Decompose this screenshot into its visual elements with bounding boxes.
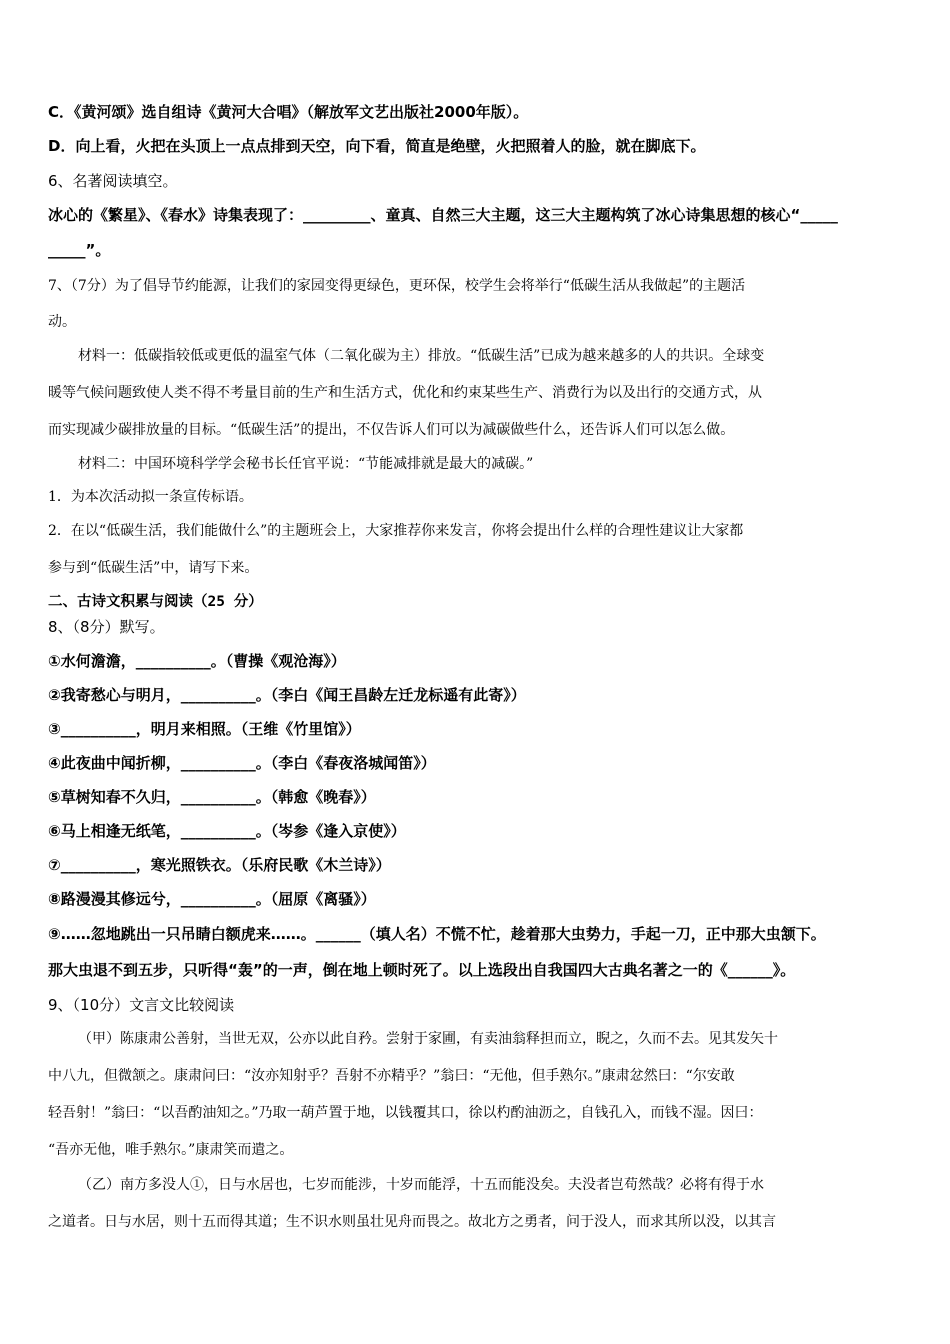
question-7-title: 7、（7分）为了倡导节约能源，让我们的家园变得更绿色，更环保，校学生会将举行“低碳生活从我做起”的主题活 — [48, 278, 746, 294]
passage-b-line-2: 之道者。日与水居，则十五而得其道；生不识水则虽壮见舟而畏之。故北方之勇者，问于没人，而求其所以没，以其言 — [48, 1214, 776, 1230]
material-1-line-2: 暖等气候问题致使人类不得不考量目前的生产和生活方式，优化和约束某些生产、消费行为以及出行的交通方式，从 — [48, 385, 762, 401]
question-6-title: 6、名著阅读填空。 — [48, 172, 178, 190]
recite-item-6: ⑥马上相逢无纸笔，__________。（岑参《逢入京使》） — [48, 822, 406, 840]
section-2-heading: 二、古诗文积累与阅读（25 分） — [48, 594, 263, 610]
recite-item-2: ②我寄愁心与明月，__________。（李白《闻王昌龄左迁龙标遥有此寄》） — [48, 686, 526, 704]
passage-a-line-4: “吾亦无他，唯手熟尔。”康肃笑而遣之。 — [48, 1142, 294, 1158]
passage-a-line-1: （甲）陈康肃公善射，当世无双，公亦以此自矜。尝射于家圃，有卖油翁释担而立，睨之，久而不去。见其发矢十 — [78, 1031, 778, 1047]
option-d: D．向上看，火把在头顶上一点点排到天空，向下看，简直是绝壁，火把照着人的脸，就在脚底下。 — [48, 137, 706, 155]
recite-item-7: ⑦__________，寒光照铁衣。（乐府民歌《木兰诗》） — [48, 856, 391, 874]
question-7-item-2-cont: 参与到“低碳生活”中，请写下来。 — [48, 560, 259, 576]
recite-item-4: ④此夜曲中闻折柳，__________。（李白《春夜洛城闻笛》） — [48, 754, 436, 772]
passage-a-line-3: 轻吾射！”翁曰：“以吾酌油知之。”乃取一葫芦置于地，以钱覆其口，徐以杓酌油沥之，自钱孔入，而钱不湿。因曰： — [48, 1105, 763, 1121]
question-7-item-2: 2．在以“低碳生活，我们能做什么”的主题班会上，大家推荐你来发言，你将会提出什么样的合理性建议让大家都 — [48, 523, 744, 539]
recite-item-9-line-1: ⑨……忽地跳出一只吊睛白额虎来……。______（填人名）不慌不忙，趁着那大虫势力，手起一刀，正中那大虫颔下。 — [48, 925, 826, 943]
recite-item-3: ③__________，明月来相照。（王维《竹里馆》） — [48, 720, 361, 738]
question-6-line-1: 冰心的《繁星》、《春水》诗集表现了：_________、童真、自然三大主题，这三大主题构筑了冰心诗集思想的核心“_____ — [48, 206, 838, 224]
question-7-title-cont: 动。 — [48, 314, 76, 330]
recite-item-8: ⑧路漫漫其修远兮，__________。（屈原《离骚》） — [48, 890, 376, 908]
recite-item-5: ⑤草树知春不久归，__________。（韩愈《晚春》） — [48, 788, 376, 806]
passage-b-line-1: （乙）南方多没人①，日与水居也，七岁而能涉，十岁而能浮，十五而能没矣。夫没者岂苟然哉？必将有得于水 — [78, 1177, 764, 1193]
question-8-title: 8、（8分）默写。 — [48, 618, 165, 636]
material-1-line-3: 而实现减少碳排放量的目标。“低碳生活”的提出，不仅告诉人们可以为减碳做些什么，还告诉人们可以怎么做。 — [48, 422, 735, 438]
option-c: C．《黄河颂》选自组诗《黄河大合唱》（解放军文艺出版社2000年版）。 — [48, 103, 529, 121]
question-6-line-2: _____”。 — [48, 241, 111, 259]
question-9-title: 9、（10分）文言文比较阅读 — [48, 996, 235, 1014]
passage-a-line-2: 中八九，但微颔之。康肃问曰：“汝亦知射乎？吾射不亦精乎？”翁曰：“无他，但手熟尔。”康肃忿然曰：“尔安敢 — [48, 1068, 735, 1084]
question-7-item-1: 1．为本次活动拟一条宣传标语。 — [48, 489, 253, 505]
material-2: 材料二：中国环境科学学会秘书长任官平说：“节能减排就是最大的减碳。” — [78, 456, 534, 472]
recite-item-1: ①水何澹澹，__________。（曹操《观沧海》） — [48, 652, 346, 670]
material-1-line-1: 材料一：低碳指较低或更低的温室气体（二氧化碳为主）排放。“低碳生活”已成为越来越多的人的共识。全球变 — [78, 348, 765, 364]
recite-item-9-line-2: 那大虫退不到五步，只听得“轰”的一声，倒在地上顿时死了。以上选段出自我国四大古典名著之一的《______》。 — [48, 961, 796, 979]
